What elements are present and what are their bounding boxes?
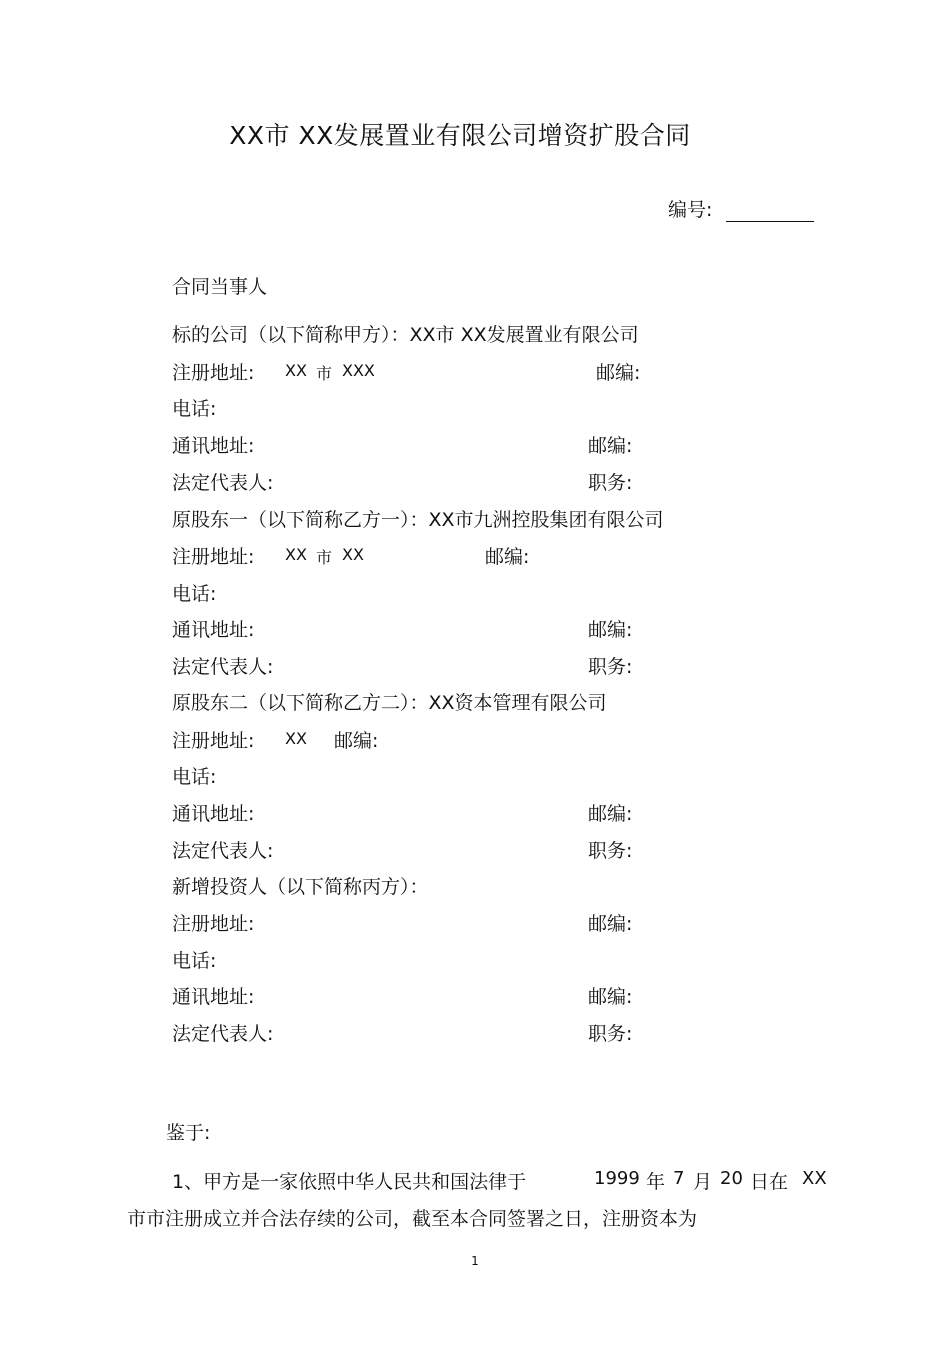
contract-number-label: 编号: [668, 199, 713, 221]
party-a-mail-label: 通讯地址: [172, 435, 255, 457]
party-b1-title-label: 职务: [588, 656, 633, 678]
party-c-name-line: 新增投资人（以下简称丙方）： [172, 876, 429, 898]
party-b1-reg-label: 注册地址: [172, 546, 255, 568]
party-b1-reg-value-2: 市 [316, 548, 333, 567]
whereas-heading: 鉴于: [166, 1122, 211, 1144]
contract-number-blank [726, 199, 814, 222]
party-c-mail-label: 通讯地址: [172, 986, 255, 1008]
party-a-name-line: 标的公司（以下简称甲方）：XX市 XX发展置业有限公司 [172, 324, 639, 346]
party-c-zip-label-1: 邮编: [588, 913, 633, 935]
party-c-zip-label-2: 邮编: [588, 986, 633, 1008]
party-b2-name-line: 原股东二（以下简称乙方二）：XX资本管理有限公司 [172, 692, 607, 714]
clause1-nian: 年 [646, 1171, 666, 1193]
party-b2-zip-label-1: 邮编: [334, 730, 379, 752]
clause1-city: XX [802, 1168, 827, 1189]
clause1-year: 1999 [594, 1168, 640, 1189]
party-b2-reg-value: XX [285, 729, 307, 748]
party-a-rep-label: 法定代表人: [172, 472, 274, 494]
party-b1-name-line: 原股东一（以下简称乙方一）：XX市九洲控股集团有限公司 [172, 509, 664, 531]
party-a-zip-label-1: 邮编: [596, 362, 641, 384]
party-c-rep-label: 法定代表人: [172, 1023, 274, 1045]
party-a-phone-label: 电话: [172, 398, 217, 420]
party-b1-reg-value-1: XX [285, 545, 307, 564]
party-b1-reg-value-3: XX [342, 545, 364, 564]
clause1-line2: 市市注册成立并合法存续的公司，截至本合同签署之日，注册资本为 [127, 1208, 698, 1230]
page-number: 1 [471, 1254, 479, 1268]
clause1-part1: 1、甲方是一家依照中华人民共和国法律于 [172, 1171, 527, 1193]
party-c-phone-label: 电话: [172, 950, 217, 972]
clause1-yue: 月 [693, 1171, 713, 1193]
party-a-zip-label-2: 邮编: [588, 435, 633, 457]
party-b1-zip-label-1: 邮编: [485, 546, 530, 568]
party-b1-zip-label-2: 邮编: [588, 619, 633, 641]
contract-title: XX市 XX发展置业有限公司增资扩股合同 [229, 121, 691, 150]
party-c-title-label: 职务: [588, 1023, 633, 1045]
clause1-ri-zai: 日在 [750, 1171, 789, 1193]
party-a-reg-label: 注册地址: [172, 362, 255, 384]
party-b1-phone-label: 电话: [172, 583, 217, 605]
party-b2-rep-label: 法定代表人: [172, 840, 274, 862]
party-b2-title-label: 职务: [588, 840, 633, 862]
party-c-reg-label: 注册地址: [172, 913, 255, 935]
party-b2-mail-label: 通讯地址: [172, 803, 255, 825]
parties-heading: 合同当事人 [172, 276, 268, 298]
party-a-reg-value-2: 市 [316, 364, 333, 383]
party-b1-mail-label: 通讯地址: [172, 619, 255, 641]
contract-number-field [668, 195, 814, 222]
party-b1-rep-label: 法定代表人: [172, 656, 274, 678]
party-b2-zip-label-2: 邮编: [588, 803, 633, 825]
party-a-title-label: 职务: [588, 472, 633, 494]
party-b2-reg-label: 注册地址: [172, 730, 255, 752]
party-a-reg-value-3: XXX [342, 361, 375, 380]
party-b2-phone-label: 电话: [172, 766, 217, 788]
clause1-day: 20 [720, 1168, 743, 1189]
party-a-reg-value-1: XX [285, 361, 307, 380]
clause1-month: 7 [673, 1168, 685, 1189]
